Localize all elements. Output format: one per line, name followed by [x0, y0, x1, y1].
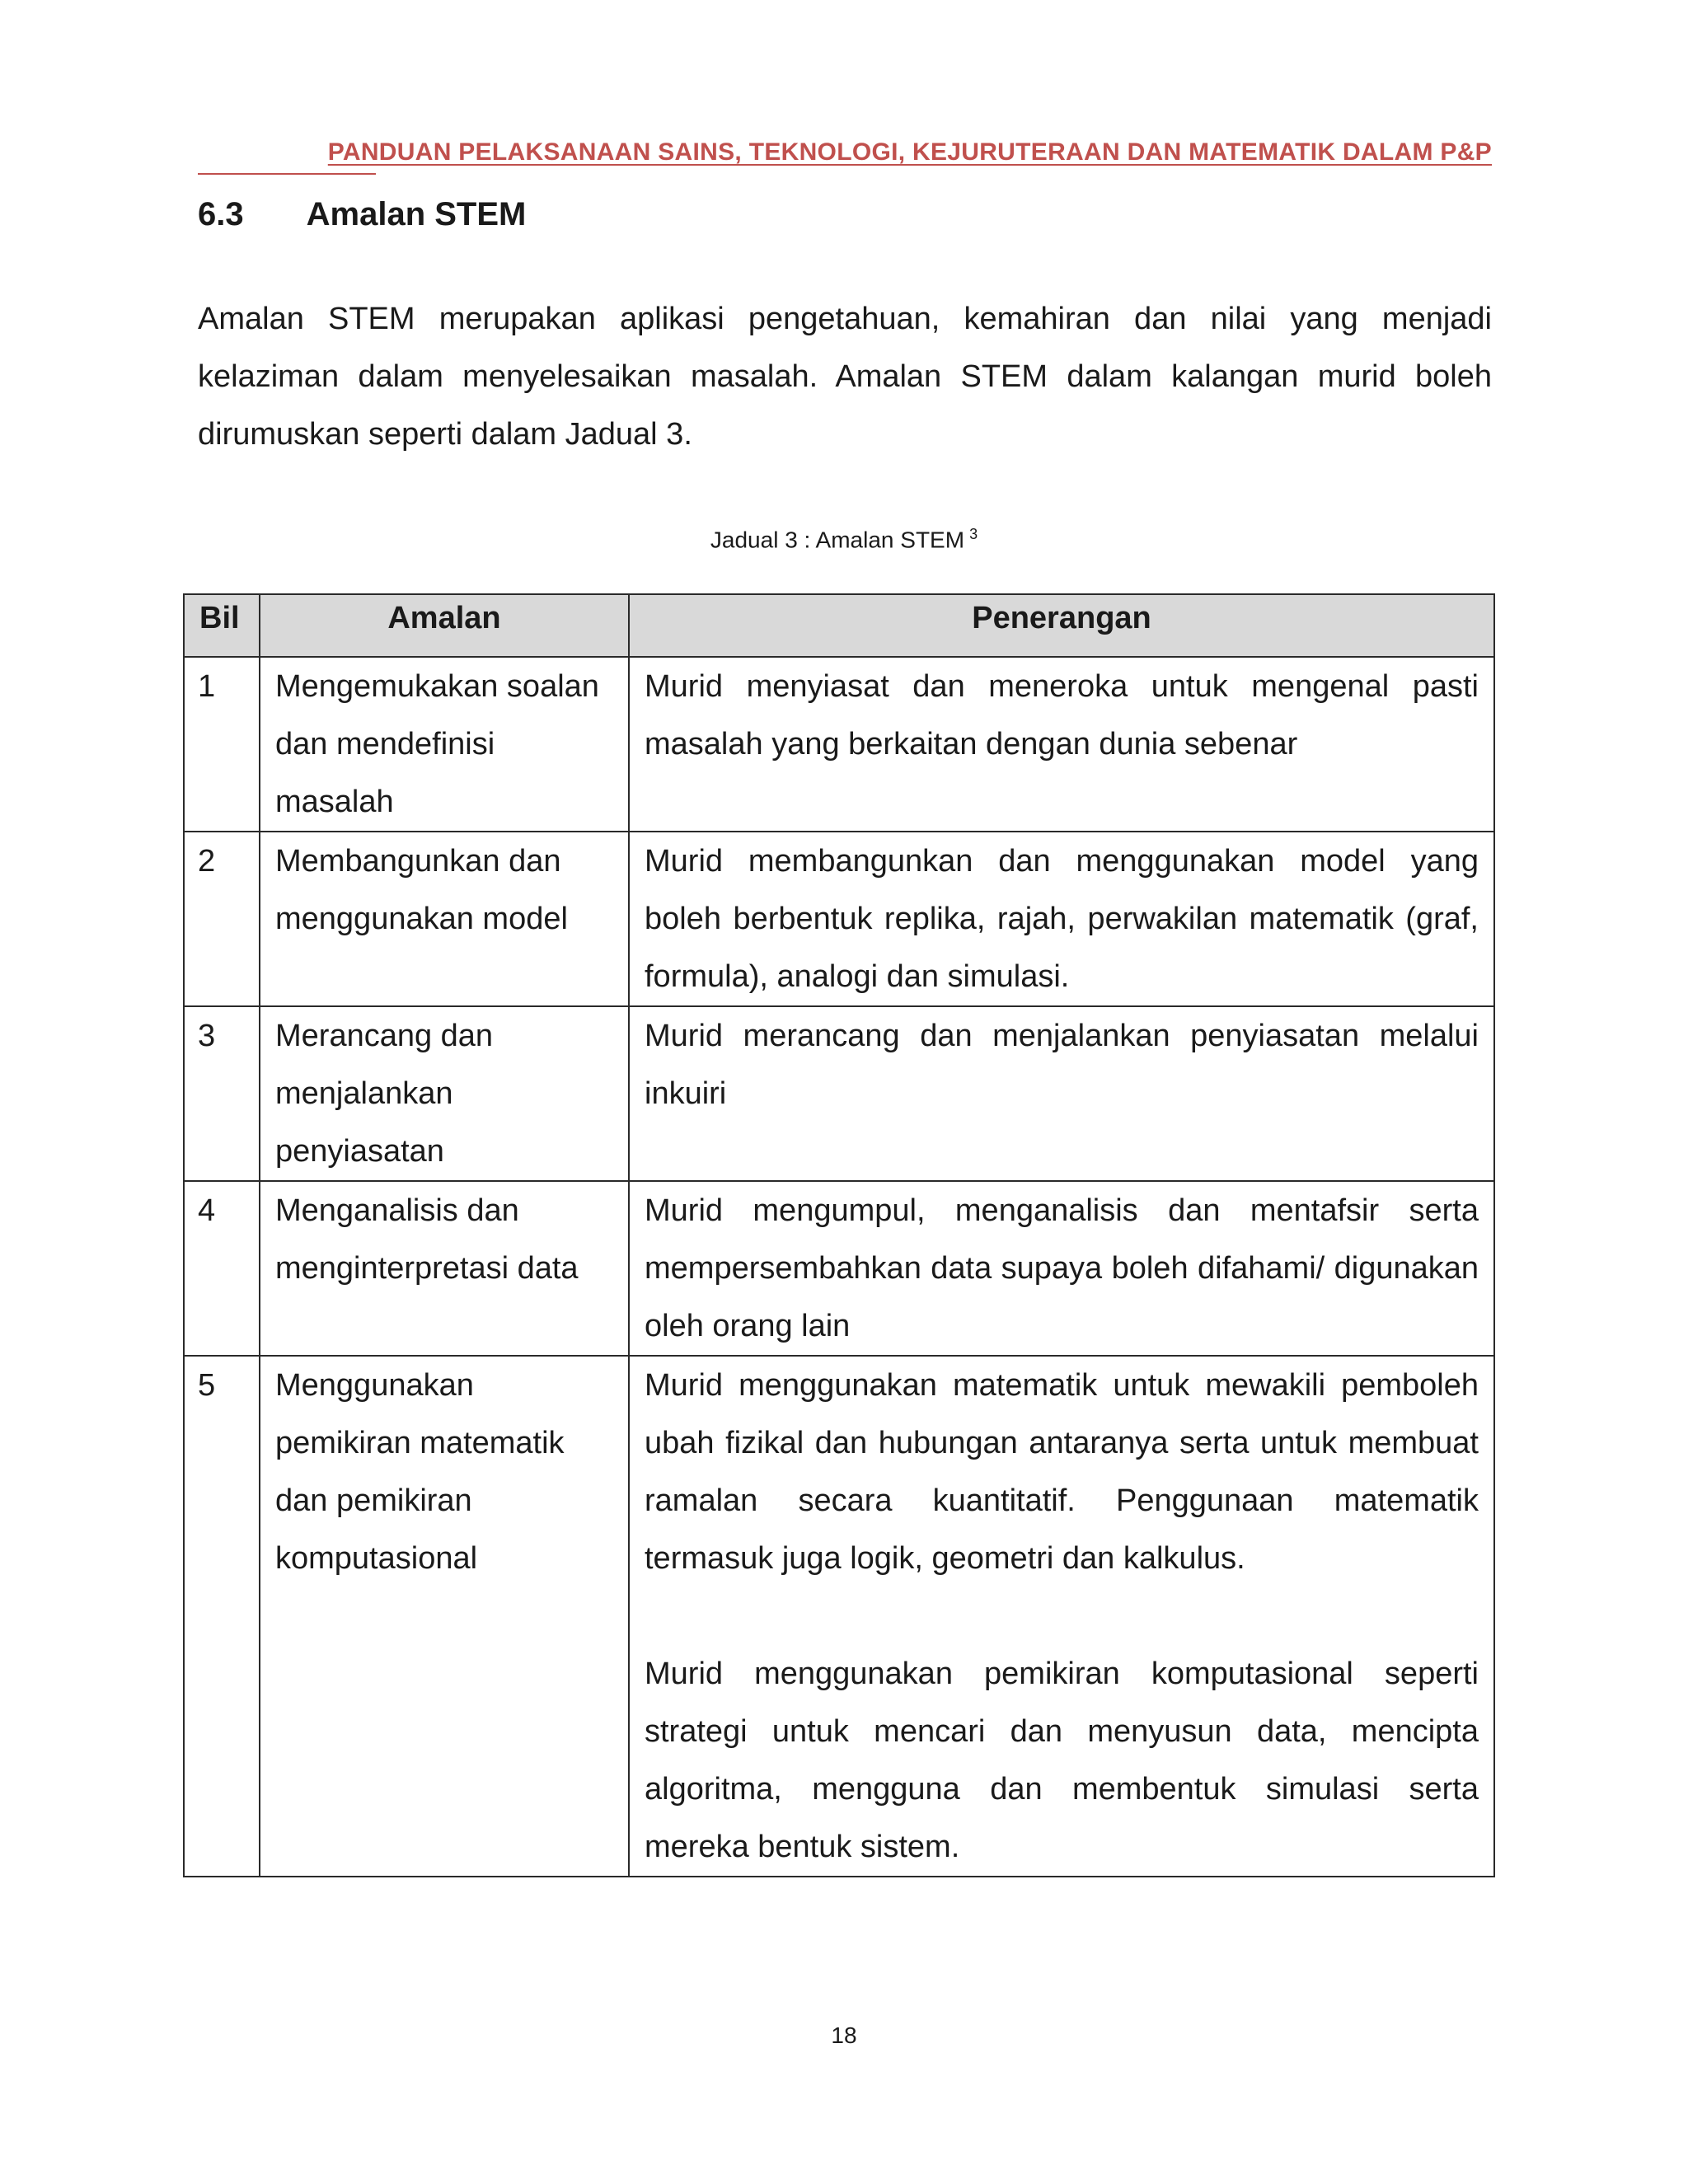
section-heading — [198, 196, 526, 233]
caption-footnote: 3 — [969, 526, 978, 542]
cell-bil: 2 — [184, 832, 260, 1006]
page-number: 18 — [831, 2022, 857, 2048]
table-caption — [0, 526, 1688, 553]
table-row — [184, 1181, 1494, 1356]
cell-amalan: Membangunkan dan menggunakan model — [260, 832, 629, 1006]
cell-penerangan: Murid mengumpul, menganalisis dan mentafsir serta mempersembahkan data supaya boleh difahami/ digunakan oleh orang lain — [629, 1181, 1494, 1356]
cell-amalan: Merancang dan menjalankan penyiasatan — [260, 1006, 629, 1181]
running-title: PANDUAN PELAKSANAAN SAINS, TEKNOLOGI, KEJURUTERAAN DAN MATEMATIK DALAM P&P — [327, 138, 1492, 166]
table-row — [184, 832, 1494, 1006]
paragraph-gap — [645, 1587, 1479, 1645]
cell-amalan: Menggunakan pemikiran matematik dan pemikiran komputasional — [260, 1356, 629, 1877]
intro-paragraph: Amalan STEM merupakan aplikasi pengetahuan, kemahiran dan nilai yang menjadi kelaziman dalam menyelesaikan masalah. Amalan STEM dalam kalangan murid boleh dirumuskan seperti dalam Jadual 3. — [198, 302, 1492, 452]
header-bil: Bil — [184, 594, 260, 657]
table-row — [184, 1006, 1494, 1181]
amalan-stem-table — [183, 593, 1495, 1877]
cell-bil: 5 — [184, 1356, 260, 1877]
cell-bil: 3 — [184, 1006, 260, 1181]
caption-text: Jadual 3 : Amalan STEM — [710, 527, 965, 553]
cell-amalan: Mengemukakan soalan dan mendefinisi masalah — [260, 657, 629, 832]
cell-penerangan: Murid membangunkan dan menggunakan model yang boleh berbentuk replika, rajah, perwakilan matematik (graf, formula), analogi dan simulasi. — [629, 832, 1494, 1006]
cell-bil: 1 — [184, 657, 260, 832]
cell-bil: 4 — [184, 1181, 260, 1356]
penerangan-paragraph-2: Murid menggunakan pemikiran komputasional seperti strategi untuk mencari dan menyusun data, mencipta algoritma, mengguna dan membentuk simulasi serta mereka bentuk sistem. — [645, 1657, 1479, 1864]
cell-penerangan — [629, 1356, 1494, 1877]
running-header — [198, 138, 1492, 175]
cell-penerangan: Murid merancang dan menjalankan penyiasatan melalui inkuiri — [629, 1006, 1494, 1181]
table-row — [184, 1356, 1494, 1877]
cell-amalan: Menganalisis dan menginterpretasi data — [260, 1181, 629, 1356]
section-number: 6.3 — [198, 196, 244, 232]
penerangan-paragraph-1: Murid menggunakan matematik untuk mewakili pemboleh ubah fizikal dan hubungan antaranya serta untuk membuat ramalan secara kuantitatif. Penggunaan matematik termasuk juga logik, geometri dan kalkulus. — [645, 1368, 1479, 1576]
header-penerangan: Penerangan — [629, 594, 1494, 657]
header-rule — [198, 173, 376, 175]
table-header-row — [184, 594, 1494, 657]
cell-penerangan: Murid menyiasat dan meneroka untuk mengenal pasti masalah yang berkaitan dengan dunia sebenar — [629, 657, 1494, 832]
section-title: Amalan STEM — [306, 196, 527, 232]
table-row — [184, 657, 1494, 832]
header-amalan: Amalan — [260, 594, 629, 657]
